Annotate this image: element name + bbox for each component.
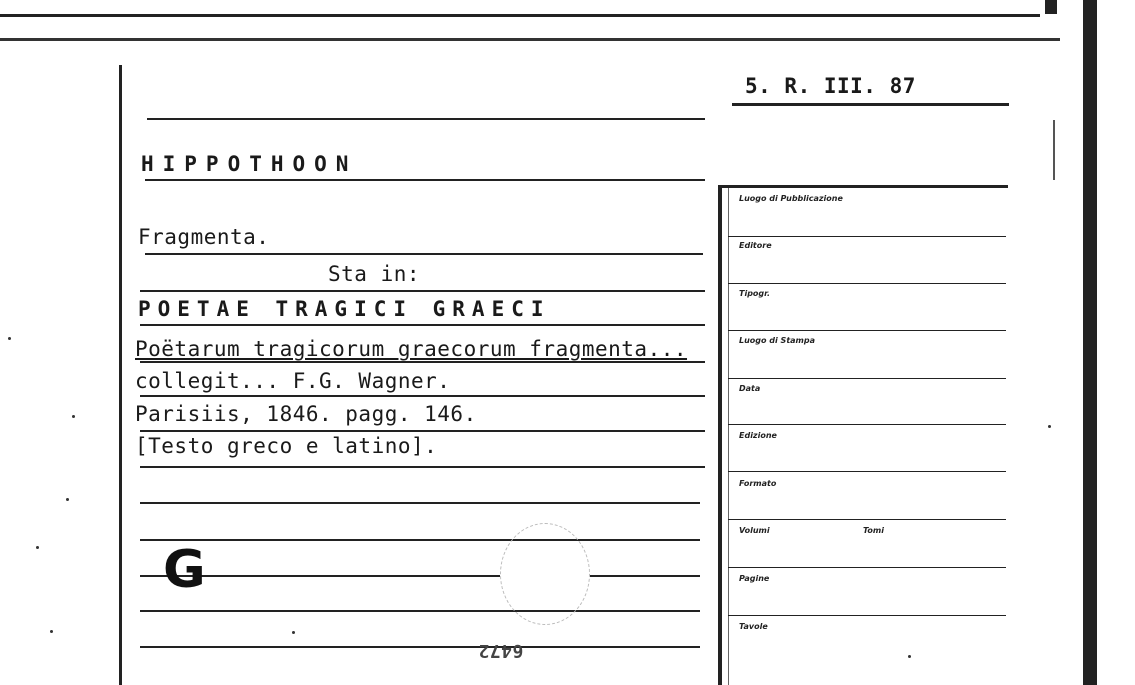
form-label-publisher: Editore xyxy=(739,241,772,250)
scan-speck xyxy=(292,631,295,634)
rule-line xyxy=(140,361,705,363)
form-label-tomes: Tomi xyxy=(863,526,884,535)
description-line-4: [Testo greco e latino]. xyxy=(135,434,438,458)
scan-speck xyxy=(72,415,75,418)
form-label-date: Data xyxy=(739,384,761,393)
form-label-print-place: Luogo di Stampa xyxy=(739,336,815,345)
punch-hole xyxy=(500,523,590,625)
rule-line xyxy=(140,610,700,612)
shelfmark-underline xyxy=(732,103,1009,106)
rule-line xyxy=(140,290,705,292)
top-border-line xyxy=(0,14,1040,17)
scan-speck xyxy=(1048,425,1051,428)
form-rule xyxy=(728,615,1006,616)
form-inner-line xyxy=(728,188,729,685)
rule-line xyxy=(140,539,700,541)
bottom-number: 6472 xyxy=(478,640,524,661)
author-heading: HIPPOTHOON xyxy=(141,152,358,176)
form-left-border xyxy=(718,185,722,685)
scan-speck xyxy=(66,498,69,501)
form-rule xyxy=(728,424,1006,425)
form-label-pages: Pagine xyxy=(739,574,770,583)
right-edge-bar xyxy=(1083,0,1097,685)
form-rule xyxy=(728,378,1006,379)
rule-line xyxy=(147,118,705,120)
form-rule xyxy=(728,471,1006,472)
rule-line xyxy=(140,324,705,326)
form-rule xyxy=(728,519,1006,520)
rule-line xyxy=(145,253,703,255)
left-margin-line xyxy=(119,65,122,685)
scan-speck xyxy=(908,655,911,658)
collection-title: POETAE TRAGICI GRAECI xyxy=(138,297,551,321)
form-rule xyxy=(728,330,1006,331)
rule-line xyxy=(140,502,700,504)
rule-line xyxy=(590,575,700,577)
title-text: Fragmenta. xyxy=(138,225,270,249)
shelfmark: 5. R. III. 87 xyxy=(745,74,916,98)
form-top-border xyxy=(722,185,1008,188)
description-line-2: collegit... F.G. Wagner. xyxy=(135,369,451,393)
description-line-1: Poëtarum tragicorum graecorum fragmenta... xyxy=(135,337,688,361)
letter-mark: G xyxy=(163,540,206,600)
scan-speck xyxy=(36,546,39,549)
rule-line xyxy=(140,466,705,468)
form-label-format: Formato xyxy=(739,479,777,488)
rule-line xyxy=(145,179,705,181)
form-label-printer: Tipogr. xyxy=(739,289,770,298)
form-rule xyxy=(728,283,1006,284)
form-rule xyxy=(728,567,1006,568)
form-label-edition: Edizione xyxy=(739,431,777,440)
form-label-volumes: Volumi xyxy=(739,526,770,535)
right-faint-line xyxy=(1053,120,1055,180)
scan-speck xyxy=(8,337,11,340)
form-label-plates: Tavole xyxy=(739,622,768,631)
top-border-line-2 xyxy=(0,38,1060,41)
in-label: Sta in: xyxy=(328,262,421,286)
rule-line xyxy=(140,646,700,648)
description-line-3: Parisiis, 1846. pagg. 146. xyxy=(135,402,477,426)
form-label-place: Luogo di Pubblicazione xyxy=(739,194,843,203)
top-right-mark xyxy=(1045,0,1057,14)
form-rule xyxy=(728,236,1006,237)
scan-speck xyxy=(50,630,53,633)
rule-line xyxy=(140,395,705,397)
rule-line xyxy=(140,430,705,432)
